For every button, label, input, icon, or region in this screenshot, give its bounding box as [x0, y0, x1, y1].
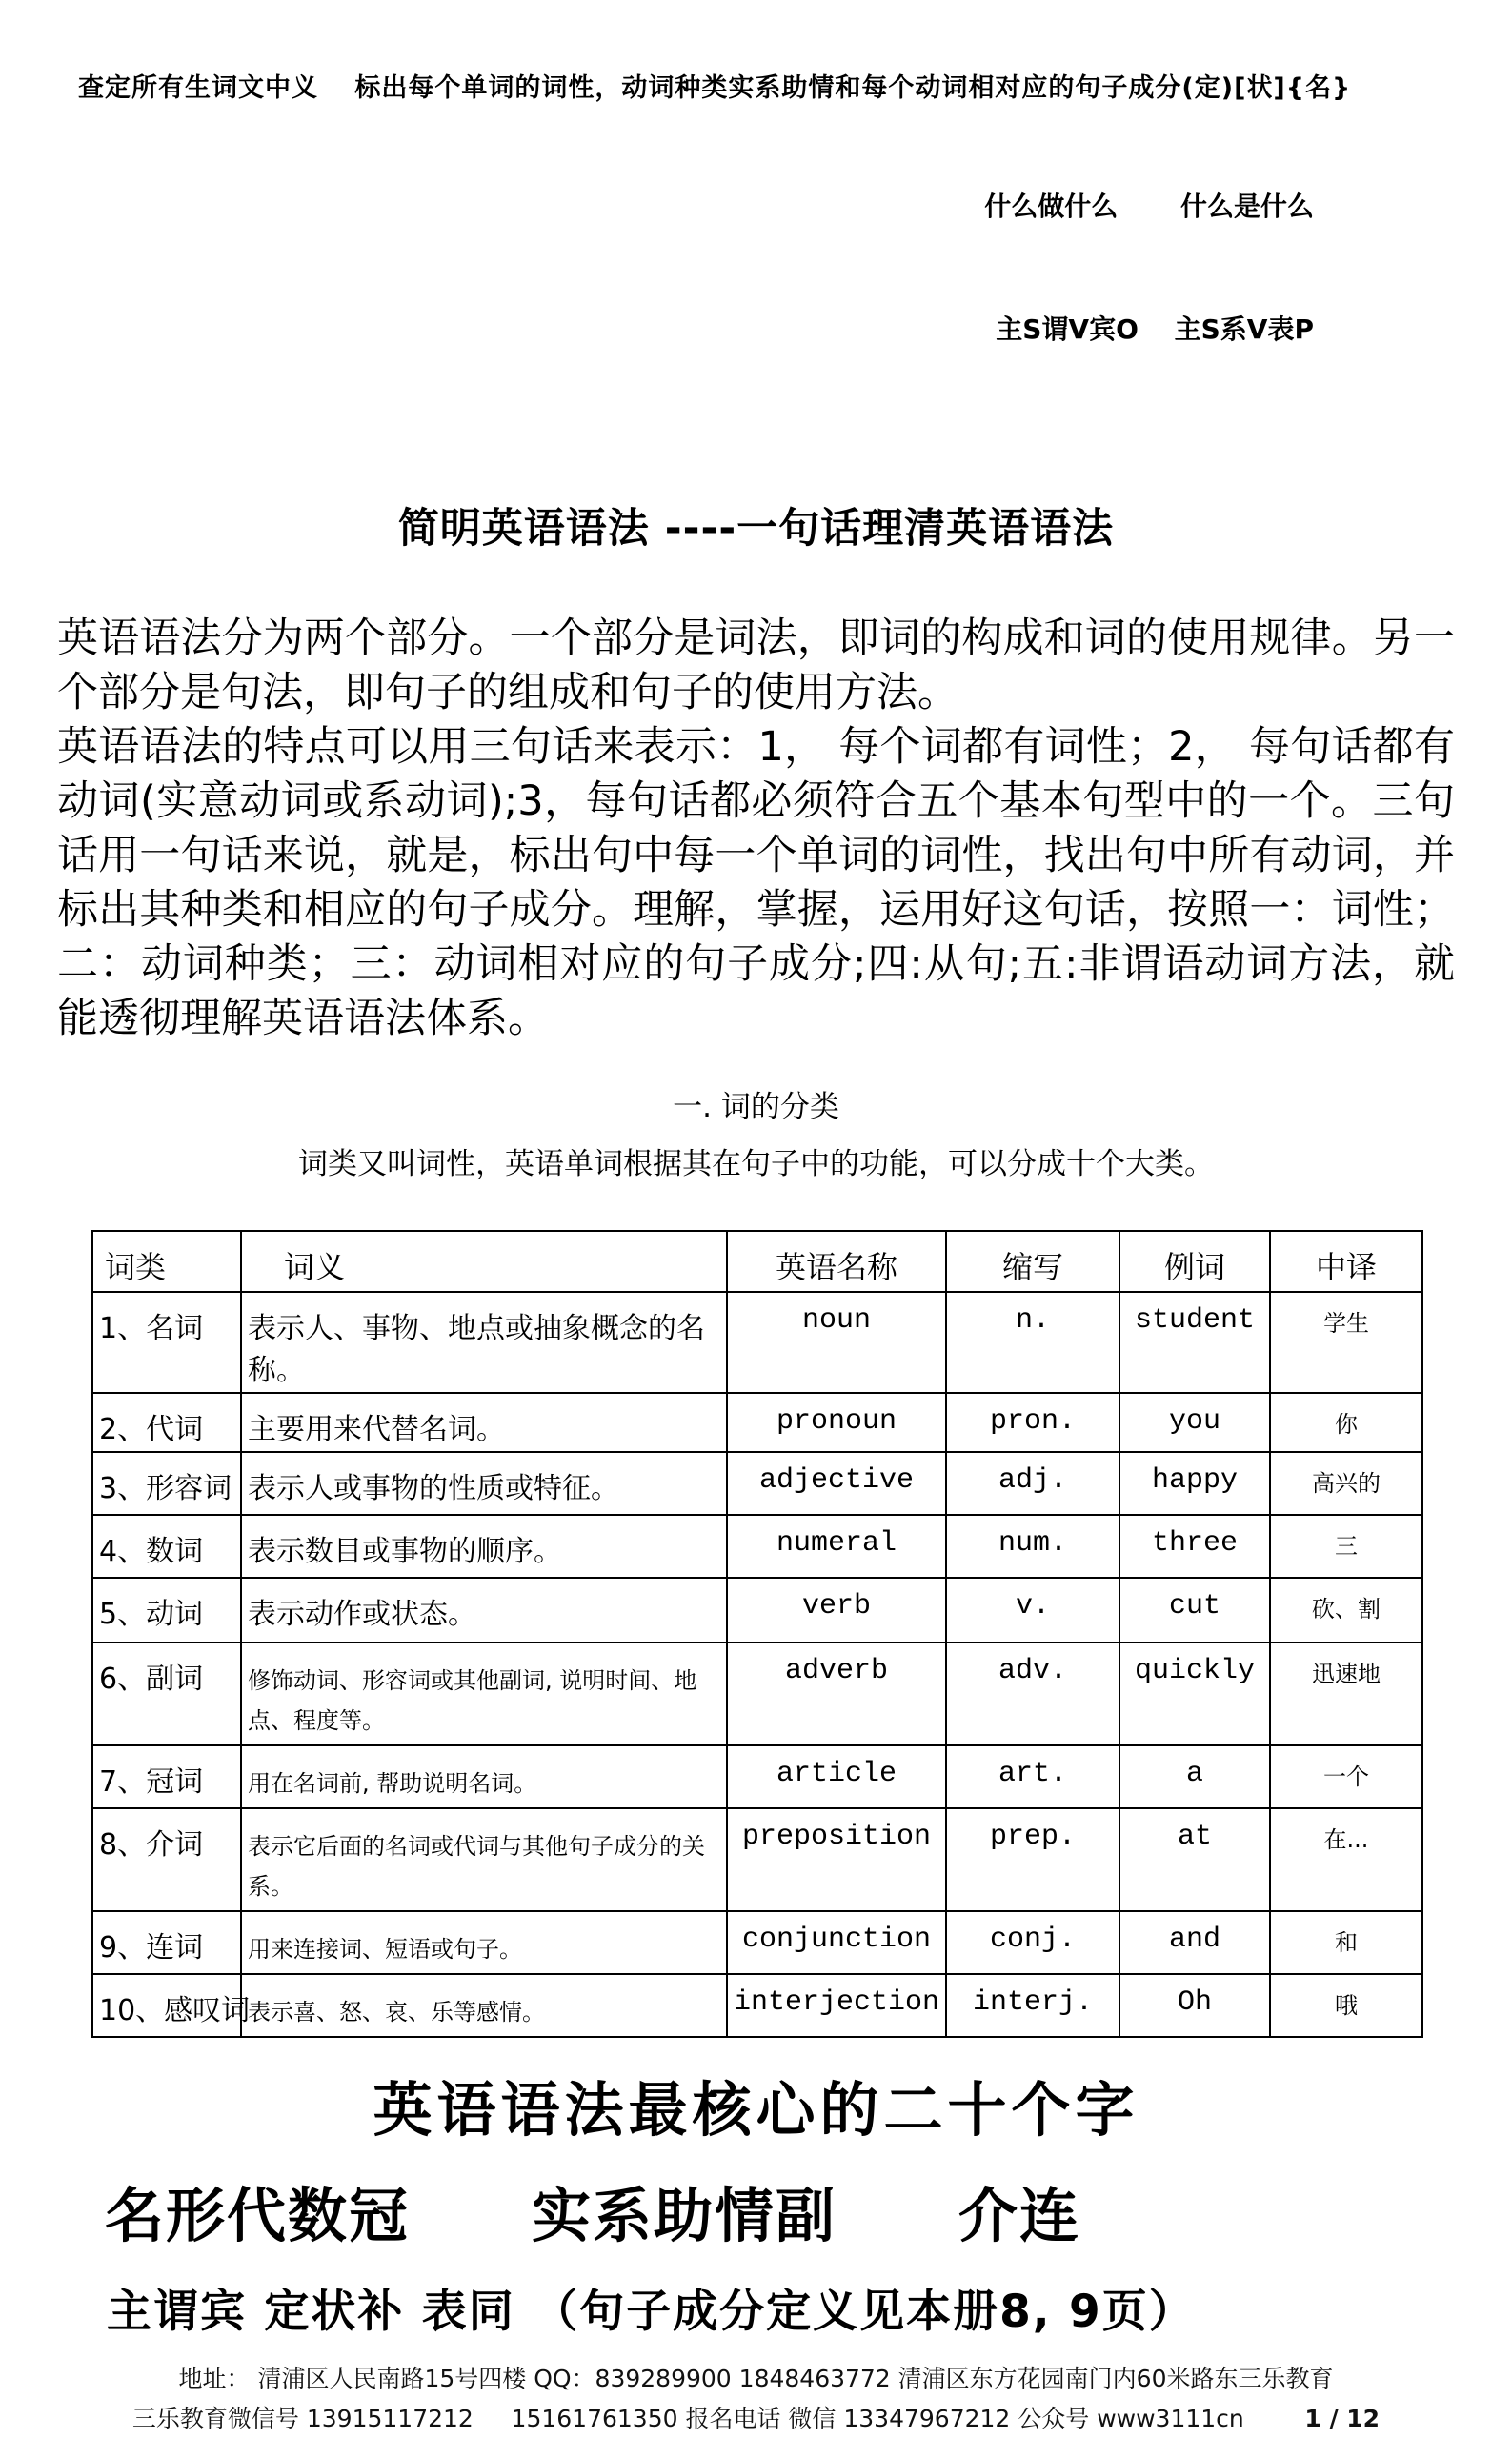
table-row	[92, 1643, 1422, 1745]
cell-abbreviation: art.	[946, 1745, 1119, 1808]
cell-example: student	[1119, 1292, 1270, 1393]
footer-contact-text: 三乐教育微信号 13915117212 15161761350 报名电话 微信 13347967212 公众号 www3111cn	[131, 2405, 1244, 2432]
table-row	[92, 1515, 1422, 1578]
page-footer	[57, 2359, 1455, 2439]
cell-english-name: preposition	[727, 1808, 946, 1911]
cell-abbreviation: prep.	[946, 1808, 1119, 1911]
cell-abbreviation: num.	[946, 1515, 1119, 1578]
annotation-pattern-line: 什么做什么 什么是什么	[984, 191, 1314, 222]
col-header-category: 词类	[92, 1231, 241, 1292]
table-row	[92, 1808, 1422, 1911]
footer-address-line: 地址： 清浦区人民南路15号四楼 QQ：839289900 1848463772 清浦区东方花园南门内60米路东三乐教育	[178, 2365, 1334, 2392]
annotation-line-1: 查定所有生词文中义 标出每个单词的词性，动词种类实系助情和每个动词相对应的句子成分(定)[状]{名}	[78, 73, 1352, 103]
cell-english-name: numeral	[727, 1515, 946, 1578]
cell-example: a	[1119, 1745, 1270, 1808]
table-row	[92, 1578, 1422, 1643]
core-chars-line-2: 主谓宾 定状补 表同 （句子成分定义见本册8, 9页）	[107, 2286, 1196, 2338]
cell-translation: 一个	[1270, 1745, 1422, 1808]
cell-definition: 表示动作或状态。	[241, 1578, 727, 1643]
cell-definition: 表示人、事物、地点或抽象概念的名称。	[241, 1292, 727, 1393]
col-header-example: 例词	[1119, 1231, 1270, 1292]
cell-translation: 你	[1270, 1393, 1422, 1452]
cell-definition: 修饰动词、形容词或其他副词, 说明时间、地点、程度等。	[241, 1643, 727, 1745]
cell-translation: 和	[1270, 1911, 1422, 1974]
cell-english-name: conjunction	[727, 1911, 946, 1974]
table-header-row	[92, 1231, 1422, 1292]
cell-category: 4、数词	[92, 1515, 241, 1578]
col-header-translation: 中译	[1270, 1231, 1422, 1292]
cell-english-name: adjective	[727, 1452, 946, 1515]
cell-category: 2、代词	[92, 1393, 241, 1452]
page-number: 1 / 12	[1304, 2405, 1381, 2432]
table-row	[92, 1911, 1422, 1974]
cell-definition: 表示数目或事物的顺序。	[241, 1515, 727, 1578]
col-header-english-name: 英语名称	[727, 1231, 946, 1292]
cell-english-name: interjection	[727, 1974, 946, 2037]
cell-category: 7、冠词	[92, 1745, 241, 1808]
cell-category: 8、介词	[92, 1808, 241, 1911]
cell-category: 5、动词	[92, 1578, 241, 1643]
cell-example: cut	[1119, 1578, 1270, 1643]
cell-example: and	[1119, 1911, 1270, 1974]
cell-definition: 用在名词前, 帮助说明名词。	[241, 1745, 727, 1808]
cell-abbreviation: interj.	[946, 1974, 1119, 2037]
cell-category: 10、感叹词	[92, 1974, 241, 2037]
cell-translation: 高兴的	[1270, 1452, 1422, 1515]
annotation-formula-line: 主S谓V宾O 主S系V表P	[996, 313, 1314, 345]
annotation-block-right	[57, 104, 1455, 432]
core-chars-line-1: 名形代数冠 实系助情副 介连	[105, 2181, 1081, 2250]
cell-abbreviation: adv.	[946, 1643, 1119, 1745]
cell-definition: 用来连接词、短语或句子。	[241, 1911, 727, 1974]
cell-translation: 在...	[1270, 1808, 1422, 1911]
cell-definition: 表示人或事物的性质或特征。	[241, 1452, 727, 1515]
parts-of-speech-table	[91, 1230, 1423, 2038]
cell-definition: 表示它后面的名词或代词与其他句子成分的关系。	[241, 1808, 727, 1911]
cell-abbreviation: pron.	[946, 1393, 1119, 1452]
cell-abbreviation: n.	[946, 1292, 1119, 1393]
section-heading: 一. 词的分类	[673, 1090, 839, 1124]
cell-example: Oh	[1119, 1974, 1270, 2037]
cell-english-name: adverb	[727, 1643, 946, 1745]
intro-paragraph-2: 英语语法的特点可以用三句话来表示：1， 每个词都有词性；2， 每句话都有动词(实意动词或系动词);3，每句话都必须符合五个基本句型中的一个。三句话用一句话来说，就是，标出句中每一个单词的词性，找出句中所有动词，并标出其种类和相应的句子成分。理解，掌握，运用好这句话，按照一：词性；二：动词种类；三：动词相对应的句子成分;四:从句;五:非谓语动词方法，就能透彻理解英语语法体系。	[57, 723, 1455, 1042]
cell-translation: 迅速地	[1270, 1643, 1422, 1745]
table-row	[92, 1393, 1422, 1452]
cell-category: 1、名词	[92, 1292, 241, 1393]
cell-abbreviation: v.	[946, 1578, 1119, 1643]
cell-example: three	[1119, 1515, 1270, 1578]
col-header-definition: 词义	[241, 1231, 727, 1292]
table-row	[92, 1745, 1422, 1808]
cell-category: 6、副词	[92, 1643, 241, 1745]
cell-example: quickly	[1119, 1643, 1270, 1745]
cell-translation: 学生	[1270, 1292, 1422, 1393]
cell-translation: 砍、割	[1270, 1578, 1422, 1643]
doc-title: 简明英语语法 ----一句话理清英语语法	[397, 505, 1115, 553]
table-row	[92, 1452, 1422, 1515]
footer-contact-line	[57, 2399, 1455, 2439]
cell-translation: 哦	[1270, 1974, 1422, 2037]
core-twenty-chars-heading: 英语语法最核心的二十个字	[373, 2075, 1139, 2145]
cell-example: at	[1119, 1808, 1270, 1911]
cell-english-name: noun	[727, 1292, 946, 1393]
table-row	[92, 1292, 1422, 1393]
cell-english-name: article	[727, 1745, 946, 1808]
section-subheading: 词类又叫词性，英语单词根据其在句子中的功能，可以分成十个大类。	[298, 1147, 1214, 1181]
cell-translation: 三	[1270, 1515, 1422, 1578]
cell-definition: 主要用来代替名词。	[241, 1393, 727, 1452]
cell-definition: 表示喜、怒、哀、乐等感情。	[241, 1974, 727, 2037]
cell-english-name: pronoun	[727, 1393, 946, 1452]
col-header-abbreviation: 缩写	[946, 1231, 1119, 1292]
cell-abbreviation: conj.	[946, 1911, 1119, 1974]
table-row	[92, 1974, 1422, 2037]
intro-paragraph-1: 英语语法分为两个部分。一个部分是词法，即词的构成和词的使用规律。另一个部分是句法，即句子的组成和句子的使用方法。	[57, 615, 1455, 716]
cell-abbreviation: adj.	[946, 1452, 1119, 1515]
cell-example: happy	[1119, 1452, 1270, 1515]
cell-example: you	[1119, 1393, 1270, 1452]
cell-english-name: verb	[727, 1578, 946, 1643]
intro-text	[57, 612, 1455, 1046]
cell-category: 9、连词	[92, 1911, 241, 1974]
cell-category: 3、形容词	[92, 1452, 241, 1515]
